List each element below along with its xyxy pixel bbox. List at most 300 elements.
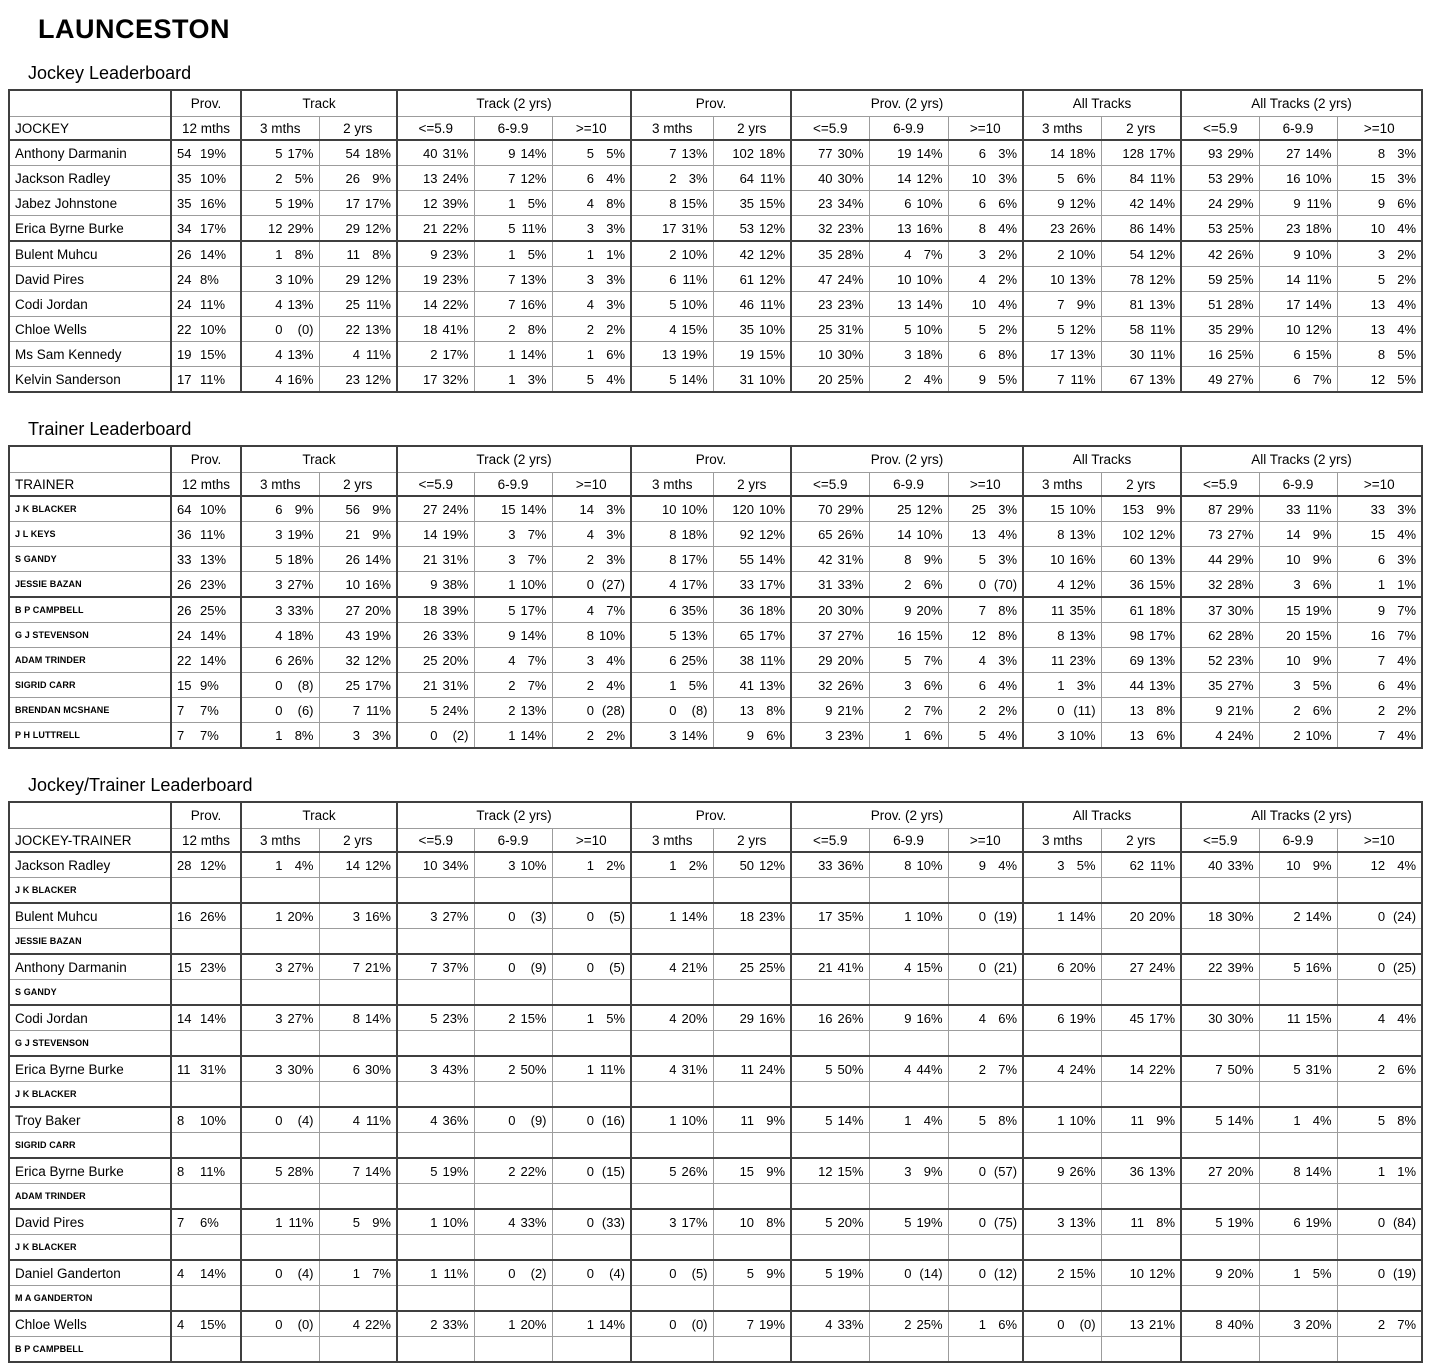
stat-percent: 3% [998,652,1018,668]
trainer-sub-row [9,1184,1422,1210]
stat-count: 5 [669,1163,677,1179]
column-group-header: Prov. [631,446,791,473]
stat-cell [474,367,552,393]
stat-count: 69 [1129,652,1145,668]
stat-cell [631,723,713,749]
stat-count: 73 [1208,526,1223,542]
stat-count: 4 [352,346,360,362]
stat-count: 24 [177,296,192,312]
empty-cell [948,929,1023,955]
stat-cell [397,1209,474,1235]
stat-cell [171,241,241,267]
stat-cell [791,673,869,698]
stat-count: 7 [508,271,516,287]
stat-cell [241,267,319,292]
stat-cell [791,954,869,980]
stat-cell [869,852,948,878]
stat-count: 1 [275,1214,283,1230]
stat-cell [1337,496,1422,522]
stat-cell [1181,241,1259,267]
stat-count: 8 [904,857,912,873]
stat-percent: 8% [998,602,1018,618]
stat-percent: 36% [442,1112,469,1128]
stat-count: 27 [1129,959,1145,975]
stat-cell [241,367,319,393]
stat-percent: 4% [998,727,1018,743]
jockey-name-cell: Jackson Radley [9,166,171,191]
stat-count: 4 [275,371,283,387]
stat-percent: 13% [1069,346,1096,362]
stat-percent: 23% [837,220,864,236]
stat-count: 61 [739,271,755,287]
stat-percent: 14% [200,627,227,643]
stat-percent: 25% [1227,220,1254,236]
stat-percent: 5% [294,170,314,186]
table-row [9,903,1422,929]
stat-count: 6 [1057,1010,1065,1026]
stat-cell [1181,623,1259,648]
stat-count: 36 [1129,1163,1145,1179]
stat-cell [474,522,552,547]
stat-count: 14 [1129,1061,1145,1077]
empty-cell [1337,1082,1422,1108]
stat-cell [474,1260,552,1286]
stat-count: 20 [1129,908,1145,924]
empty-cell [552,980,631,1006]
stat-cell [552,547,631,572]
stat-percent: 14% [916,145,943,161]
stat-count: 54 [1129,246,1145,262]
stat-percent: (0) [691,1316,708,1332]
empty-cell [1259,1082,1337,1108]
stat-percent: 14% [759,551,786,567]
stat-cell [397,954,474,980]
stat-count: 3 [275,1061,283,1077]
column-header: >=10 [1337,829,1422,853]
empty-cell [171,1133,241,1159]
stat-percent: 20% [442,652,469,668]
stat-percent: 17% [1149,627,1176,643]
stat-percent: 26% [837,677,864,693]
stat-percent: 2% [998,271,1018,287]
stat-cell [713,1260,791,1286]
stat-percent: 3% [1076,677,1096,693]
empty-cell [1101,1031,1181,1057]
stat-percent: 11% [1149,170,1176,186]
empty-cell [1259,1031,1337,1057]
stat-count: 8 [1293,1163,1301,1179]
stat-cell [552,367,631,393]
stat-cell [713,292,791,317]
stat-count: 2 [669,170,677,186]
column-group-header: Prov. (2 yrs) [791,802,1023,829]
stat-percent: (2) [452,727,469,743]
stat-cell [791,367,869,393]
stat-count: 4 [275,346,283,362]
stat-cell [1101,1209,1181,1235]
empty-cell [1101,1286,1181,1312]
empty-cell [1101,878,1181,904]
stat-count: 5 [275,551,283,567]
stat-count: 23 [1050,220,1065,236]
stat-count: 29 [345,271,360,287]
stat-cell [869,1056,948,1082]
stat-count: 16 [818,1010,833,1026]
empty-cell [241,1082,319,1108]
stat-count: 5 [275,1163,283,1179]
stat-percent: 11% [599,1061,626,1077]
stat-percent: 4% [1397,652,1417,668]
stat-cell [1101,191,1181,216]
stat-percent: 14% [598,1316,626,1332]
stat-count: 2 [275,170,283,186]
column-header: 6-9.9 [1259,829,1337,853]
empty-cell [241,878,319,904]
stat-percent: 39% [442,195,469,211]
stat-cell [474,1311,552,1337]
stat-count: 5 [1377,271,1386,287]
stat-cell [319,522,397,547]
stat-count: 5 [669,627,677,643]
stat-count: 10 [1370,220,1386,236]
stat-count: 4 [586,195,595,211]
stat-count: 36 [739,602,755,618]
stat-percent: 8% [998,1112,1018,1128]
stat-cell [1023,698,1101,723]
stat-percent: 9% [372,170,391,186]
stat-count: 2 [430,346,438,362]
stat-count: 1 [586,1010,595,1026]
stat-count: 13 [423,170,438,186]
stat-count: 2 [430,1316,438,1332]
stat-percent: 5% [606,1010,626,1026]
stat-count: 26 [423,627,438,643]
stat-cell [713,166,791,191]
stat-percent: 15% [837,1163,864,1179]
stat-percent: 10% [1069,1112,1096,1128]
stat-percent: 3% [606,551,626,567]
stat-cell [1023,1260,1101,1286]
stat-cell [241,496,319,522]
stat-percent: (4) [297,1265,314,1281]
stat-count: 0 [1377,1265,1386,1281]
stat-cell [1101,673,1181,698]
empty-cell [869,1082,948,1108]
stat-count: 3 [275,959,283,975]
empty-cell [319,980,397,1006]
stat-count: 22 [177,321,192,337]
stat-count: 4 [275,627,283,643]
stat-percent: 11% [1149,321,1176,337]
stat-cell [241,1158,319,1184]
stat-percent: 4% [1397,677,1417,693]
stat-percent: 25% [759,959,786,975]
stat-cell [474,317,552,342]
empty-cell [241,1337,319,1363]
stat-count: 11 [1130,1112,1145,1128]
stat-cell [241,572,319,598]
stat-count: 6 [978,677,987,693]
stat-count: 5 [904,1214,912,1230]
stat-percent: 16% [916,220,943,236]
stat-cell [241,216,319,242]
stat-count: 102 [1122,526,1145,542]
stat-cell [171,267,241,292]
empty-cell [319,878,397,904]
stat-percent: 18% [287,551,314,567]
stat-cell [631,1107,713,1133]
stat-percent: 6% [1397,1061,1417,1077]
stat-cell [474,698,552,723]
stat-cell [948,1311,1023,1337]
stat-count: 2 [586,321,595,337]
table-row [9,1260,1422,1286]
empty-cell [1181,1286,1259,1312]
stat-count: 9 [430,246,438,262]
stat-cell [948,241,1023,267]
stat-count: 2 [904,1316,912,1332]
stat-count: 16 [1286,170,1301,186]
stat-cell [397,852,474,878]
stat-percent: 9% [1156,501,1176,517]
stat-cell [713,1005,791,1031]
stat-percent: 20% [1305,1316,1332,1332]
stat-cell [1101,954,1181,980]
stat-percent: 7% [923,702,943,718]
stat-count: 7 [669,145,677,161]
column-header: 12 mths [171,117,241,141]
stat-count: 4 [904,959,912,975]
stat-count: 12 [971,627,987,643]
stat-count: 5 [1293,959,1301,975]
stat-count: 3 [904,1163,912,1179]
stat-percent: 8% [1397,1112,1417,1128]
stat-cell [631,698,713,723]
column-header: 2 yrs [713,117,791,141]
stat-cell [1181,954,1259,980]
stat-count: 29 [818,652,833,668]
stat-count: 34 [177,220,192,236]
stat-cell [552,241,631,267]
column-header: 6-9.9 [1259,117,1337,141]
empty-cell [869,878,948,904]
table-row [9,673,1422,698]
stat-percent: 17% [681,576,708,592]
stat-percent: (8) [691,702,708,718]
empty-cell [791,1031,869,1057]
empty-cell [948,1133,1023,1159]
column-group-header: Prov. [171,802,241,829]
empty-cell [1337,1184,1422,1210]
stat-cell [1337,522,1422,547]
stat-cell [1181,1107,1259,1133]
column-header: 2 yrs [1101,829,1181,853]
stat-percent: 2% [1397,702,1417,718]
stat-count: 1 [508,371,516,387]
section-title-trainer: Trainer Leaderboard [28,419,192,439]
empty-cell [1181,1337,1259,1363]
jockey-name-cell: Erica Byrne Burke [9,216,171,242]
stat-cell [171,698,241,723]
stat-count: 1 [586,1061,595,1077]
stat-cell [713,342,791,367]
stat-percent: 20% [1227,1163,1254,1179]
stat-percent: 10% [916,526,943,542]
stat-percent: 20% [1069,959,1096,975]
stat-percent: 5% [998,371,1018,387]
stat-count: 7 [1057,296,1065,312]
empty-cell [1023,1337,1101,1363]
stat-percent: 24% [1069,1061,1096,1077]
stat-count: 12 [268,220,283,236]
stat-count: 7 [978,602,987,618]
stat-percent: 10% [759,501,786,517]
stat-cell [552,1209,631,1235]
stat-count: 5 [825,1061,833,1077]
stat-cell [1023,166,1101,191]
stat-cell [713,522,791,547]
stat-percent: 29% [287,220,314,236]
stat-percent: 4% [1397,321,1417,337]
stat-cell [319,1107,397,1133]
stat-cell [319,1158,397,1184]
empty-cell [948,1082,1023,1108]
stat-count: 26 [345,551,360,567]
stat-cell [171,317,241,342]
empty-cell [474,1082,552,1108]
stat-percent: 10% [200,321,227,337]
stat-percent: 11% [288,1214,314,1230]
stat-cell [474,852,552,878]
stat-percent: 13% [1069,271,1096,287]
stat-count: 2 [1377,1316,1386,1332]
stat-count: 81 [1129,296,1145,312]
stat-percent: 13% [681,145,708,161]
stat-percent: 4% [1397,526,1417,542]
stat-cell [791,852,869,878]
stat-count: 26 [177,576,192,592]
stat-percent: 7% [606,602,626,618]
stat-count: 19 [897,145,912,161]
stat-cell [1101,241,1181,267]
section-title-jockey-trainer: Jockey/Trainer Leaderboard [28,775,253,795]
stat-count: 3 [1293,677,1301,693]
stat-percent: 16% [364,576,391,592]
jockey-name-cell: Anthony Darmanin [9,954,171,980]
stat-count: 3 [586,271,595,287]
stat-percent: 17% [759,627,786,643]
stat-cell [552,572,631,598]
stat-count: 15 [1370,170,1386,186]
stat-percent: 5% [1312,677,1332,693]
stat-cell [948,496,1023,522]
stat-count: 6 [1293,371,1301,387]
empty-cell [171,1337,241,1363]
stat-count: 5 [586,145,595,161]
stat-percent: 14% [200,1010,227,1026]
empty-cell [171,1184,241,1210]
stat-count: 0 [978,1265,987,1281]
stat-percent: 9% [372,501,391,517]
stat-percent: 4% [606,652,626,668]
stat-percent: 15% [1305,627,1332,643]
jockey-name-cell: Erica Byrne Burke [9,1056,171,1082]
jockey-name-cell: Chloe Wells [9,1311,171,1337]
column-header: >=10 [552,117,631,141]
stat-count: 53 [739,220,755,236]
stat-percent: 10% [200,1112,227,1128]
stat-percent: 7% [923,246,943,262]
empty-cell [1259,1286,1337,1312]
empty-cell [1181,1235,1259,1261]
column-group-header: Track (2 yrs) [397,802,631,829]
stat-count: 9 [1057,1163,1065,1179]
stat-cell [869,954,948,980]
stat-percent: 14% [200,1265,227,1281]
stat-percent: (25) [1392,959,1417,975]
stat-count: 9 [904,1010,912,1026]
stat-cell [171,547,241,572]
stat-cell [1259,1158,1337,1184]
stat-percent: 35% [681,602,708,618]
empty-cell [1259,878,1337,904]
stat-percent: 11% [200,296,226,312]
row-header-label: JOCKEY-TRAINER [9,829,171,853]
empty-cell [869,1286,948,1312]
stat-count: 0 [1377,1214,1386,1230]
corner-cell [9,802,171,829]
stat-percent: 9% [1156,1112,1176,1128]
stat-count: 6 [904,195,912,211]
stat-percent: 1% [1397,1163,1417,1179]
stat-cell [397,317,474,342]
stat-cell [631,166,713,191]
stat-percent: 23% [442,246,469,262]
stat-count: 4 [508,1214,516,1230]
table-row [9,166,1422,191]
stat-percent: 28% [1227,296,1254,312]
corner-cell [9,90,171,117]
stat-count: 1 [586,857,595,873]
stat-percent: 4% [1397,220,1417,236]
trainer-sub-row [9,1286,1422,1312]
stat-count: 51 [1208,296,1223,312]
stat-cell [319,852,397,878]
trainer-sub-row [9,1337,1422,1363]
stat-cell [1101,140,1181,166]
empty-cell [241,1286,319,1312]
stat-count: 14 [579,501,595,517]
stat-percent: 11% [1306,501,1332,517]
stat-cell [1181,342,1259,367]
stat-count: 5 [1215,1214,1223,1230]
stat-percent: 8% [294,727,314,743]
stat-percent: 16% [759,1010,786,1026]
stat-count: 2 [669,246,677,262]
stat-percent: 40% [1227,1316,1254,1332]
row-header-label: JOCKEY [9,117,171,141]
column-group-header: Track (2 yrs) [397,446,631,473]
stat-cell [948,1107,1023,1133]
stat-cell [791,903,869,929]
stat-percent: 20% [520,1316,547,1332]
stat-percent: 12% [364,652,391,668]
stat-count: 1 [669,677,677,693]
stat-cell [631,1260,713,1286]
stat-percent: 12% [1149,526,1176,542]
stat-percent: 39% [1227,959,1254,975]
stat-count: 3 [508,526,516,542]
